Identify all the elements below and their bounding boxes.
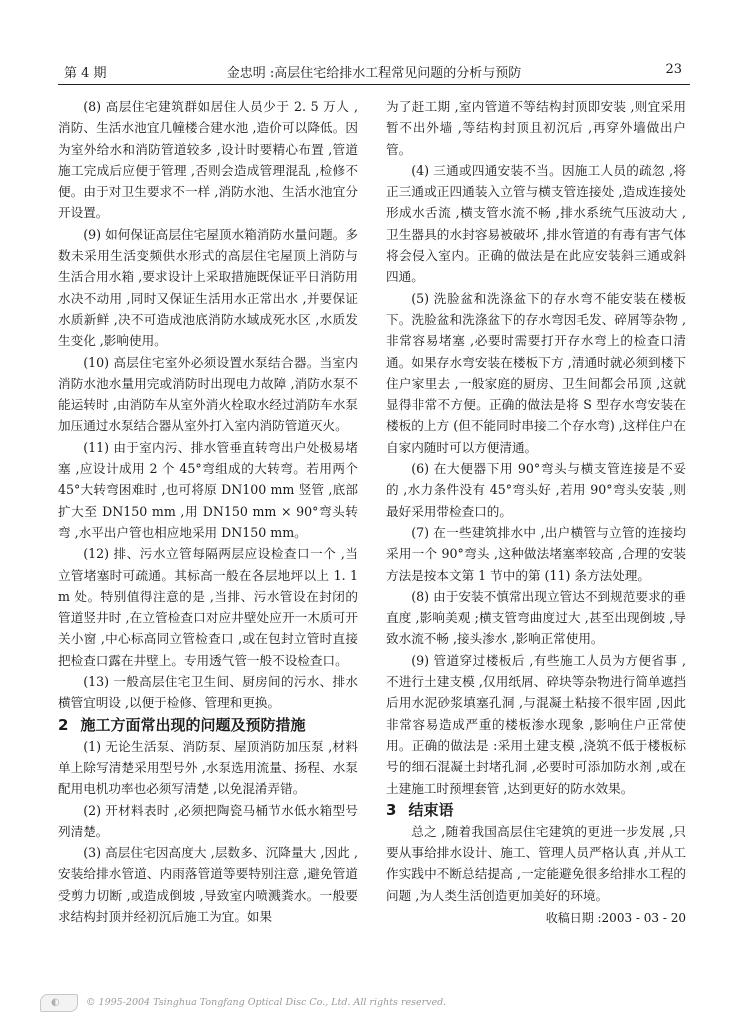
paragraph-1-8: (8) 高层住宅建筑群如居住人员少于 2. 5 万人 ,消防、生活水池宜几幢楼合建水池 ,造价可以降低。因为室外给水和消防管道较多 ,设计时要精心布置 ,管道施工完成后应便于管理 ,否则会造成管理混乱 ,检修不便。由于对卫生要求不一样 ,消防水池、生活水池宜分开设置。 xyxy=(58,99,358,221)
section-3-number: 3 xyxy=(386,800,397,819)
right-column xyxy=(386,96,686,929)
paragraph-2-8: (8) 由于安装不慎常出现立管达不到规范要求的垂直度 ,影响美观 ;横支管弯曲度过大 ,甚至出现倒坡 ,导致水流不畅 ,接头渗水 ,影响正常使用。 xyxy=(386,588,686,647)
section-3-heading xyxy=(386,799,686,821)
paragraph-2-1: (1) 无论生活泵、消防泵、屋顶消防加压泵 ,材料单上除写清楚采用型号外 ,水泵选用流量、扬程、水泵配用电机功率也必须写清楚 ,以免混淆弄错。 xyxy=(58,738,358,797)
paragraph-3-1: 总之 ,随着我国高层住宅建筑的更进一步发展 ,只要从事给排水设计、施工、管理人员严格认真 ,并从工作实践中不断总结提高 ,一定能避免很多给排水工程的问题 ,为人类生活创造更加美好的环境。 xyxy=(386,823,686,903)
section-2-number: 2 xyxy=(58,715,69,734)
paragraph-1-10: (10) 高层住宅室外必须设置水泵结合器。当室内消防水池水量用完或消防时出现电力故障 ,消防水泵不能运转时 ,由消防车从室外消火栓取水经过消防车水泵加压通过水泵结合器从室外打入室内消防管道灭火。 xyxy=(58,354,358,434)
running-header xyxy=(58,58,690,85)
paragraph-2-4: (4) 三通或四通安装不当。因施工人员的疏忽 ,将正三通或正四通装入立管与横支管连接处 ,造成连接处形成水舌流 ,横支管水流不畅 ,排水系统气压波动大 ,卫生器具的水封容易被破坏 ,排水管道的有毒有害气体将会侵入室内。正确的做法是在此应安装斜三通或斜四通。 xyxy=(386,162,686,285)
left-column xyxy=(58,96,358,927)
paragraph-2-2: (2) 开材料表时 ,必须把陶瓷马桶节水低水箱型号列清楚。 xyxy=(58,802,358,839)
paragraph-2-5: (5) 洗脸盆和洗涤盆下的存水弯不能安装在楼板下。洗脸盆和洗涤盆下的存水弯因毛发、碎屑等杂物 ,非常容易堵塞 ,必要时需要打开存水弯上的检查口清通。如果存水弯安装在楼板下方 ,清通时就必须到楼下住户家里去 ,一般家庭的厨房、卫生间都会吊顶 ,这就显得非常不方便。正确的做法是将 S 型存水弯安装在楼板的上方 (但不能同时串接二个存水弯) ,这样住户在自家内随时可以方便清通。 xyxy=(386,290,686,455)
paragraph-2-7: (7) 在一些建筑排水中 ,出户横管与立管的连接均采用一个 90°弯头 ,这种做法堵塞率较高 ,合理的安装方法是按本文第 1 节中的第 (11) 条方法处理。 xyxy=(386,524,686,583)
paragraph-1-12: (12) 排、污水立管每隔两层应设检查口一个 ,当立管堵塞时可疏通。其标高一般在各层地坪以上 1. 1 m 处。特别值得注意的是 ,当排、污水管设在封闭的管道竖井时 ,在立管检查口对应井壁处应开一木质可开关小窗 ,中心标高同立管检查口 ,或在包封立管时直接把检查口露在井壁上。专用透气管一般不设检查口。 xyxy=(58,546,358,668)
section-2-title: 施工方面常出现的问题及预防措施 xyxy=(80,715,306,734)
paragraph-2-6: (6) 在大便器下用 90°弯头与横支管连接是不妥的 ,水力条件没有 45°弯头好 ,若用 90°弯头安装 ,则最好采用带检查口的。 xyxy=(386,461,686,519)
paragraph-1-13: (13) 一般高层住宅卫生间、厨房间的污水、排水横管宜明设 ,以便于检修、管理和更换。 xyxy=(58,674,358,711)
paragraph-2-3-continued: 为了赶工期 ,室内管道不等结构封顶即安装 ,则宜采用暂不出外墙 ,等结构封顶且初沉后 ,再穿外墙做出户管。 xyxy=(386,99,686,157)
running-title: 金忠明 :高层住宅给排水工程常见问题的分析与预防 xyxy=(226,66,522,81)
issue-number: 第 4 期 xyxy=(64,66,107,81)
copyright-text: © 1995-2004 Tsinghua Tongfang Optical Disc Co., Ltd. All rights reserved. xyxy=(86,997,447,1008)
received-date: 收稿日期 :2003 - 03 - 20 xyxy=(545,910,686,925)
copyright-footer xyxy=(40,993,540,1015)
paragraph-2-3: (3) 高层住宅因高度大 ,层数多、沉降量大 ,因此 ,安装给排水管道、内雨落管道等要特别注意 ,避免管道受剪力切断 ,或造成倒坡 ,导致室内喷溅粪水。一般要求结构封顶并经初沉后施工为宜。如果 xyxy=(58,845,358,924)
paragraph-1-11: (11) 由于室内污、排水管垂直转弯出户处极易堵塞 ,应设计成用 2 个 45°弯组成的大转弯。若用两个 45°大转弯困难时 ,也可将原 DN100 mm 竖管 ,底部扩大至 DN150 mm ,用 DN150 mm × 90°弯头转弯 ,水平出户管也相应地采用 DN150 mm。 xyxy=(58,439,358,540)
section-3-title: 结束语 xyxy=(408,800,454,819)
paragraph-1-9: (9) 如何保证高层住宅屋顶水箱消防水量问题。多数未采用生活变频供水形式的高层住宅屋顶上消防与生活合用水箱 ,要求设计上采取措施既保证平日消防用水决不动用 ,同时又保证生活用水正常出水 ,并要保证水质新鲜 ,决不可造成池底消防水域成死水区 ,水质发生变化 ,影响使用。 xyxy=(58,226,358,349)
page-number: 23 xyxy=(665,62,682,77)
paragraph-2-9: (9) 管道穿过楼板后 ,有些施工人员为方便省事 ,不进行土建支模 ,仅用纸屑、碎块等杂物进行简单遮挡后用水泥砂浆填塞孔洞 ,与混凝土粘接不很牢固 ,因此非常容易造成严重的楼板渗水现象 ,影响住户正常使用。正确的做法是 :采用土建支模 ,浇筑不低于楼板标号的细石混凝土封堵孔洞 ,必要时可添加防水剂 ,或在土建施工时预埋套管 ,达到更好的防水效果。 xyxy=(386,652,686,796)
section-2-heading xyxy=(58,714,358,736)
publisher-logo-icon: ◐ xyxy=(40,994,78,1012)
